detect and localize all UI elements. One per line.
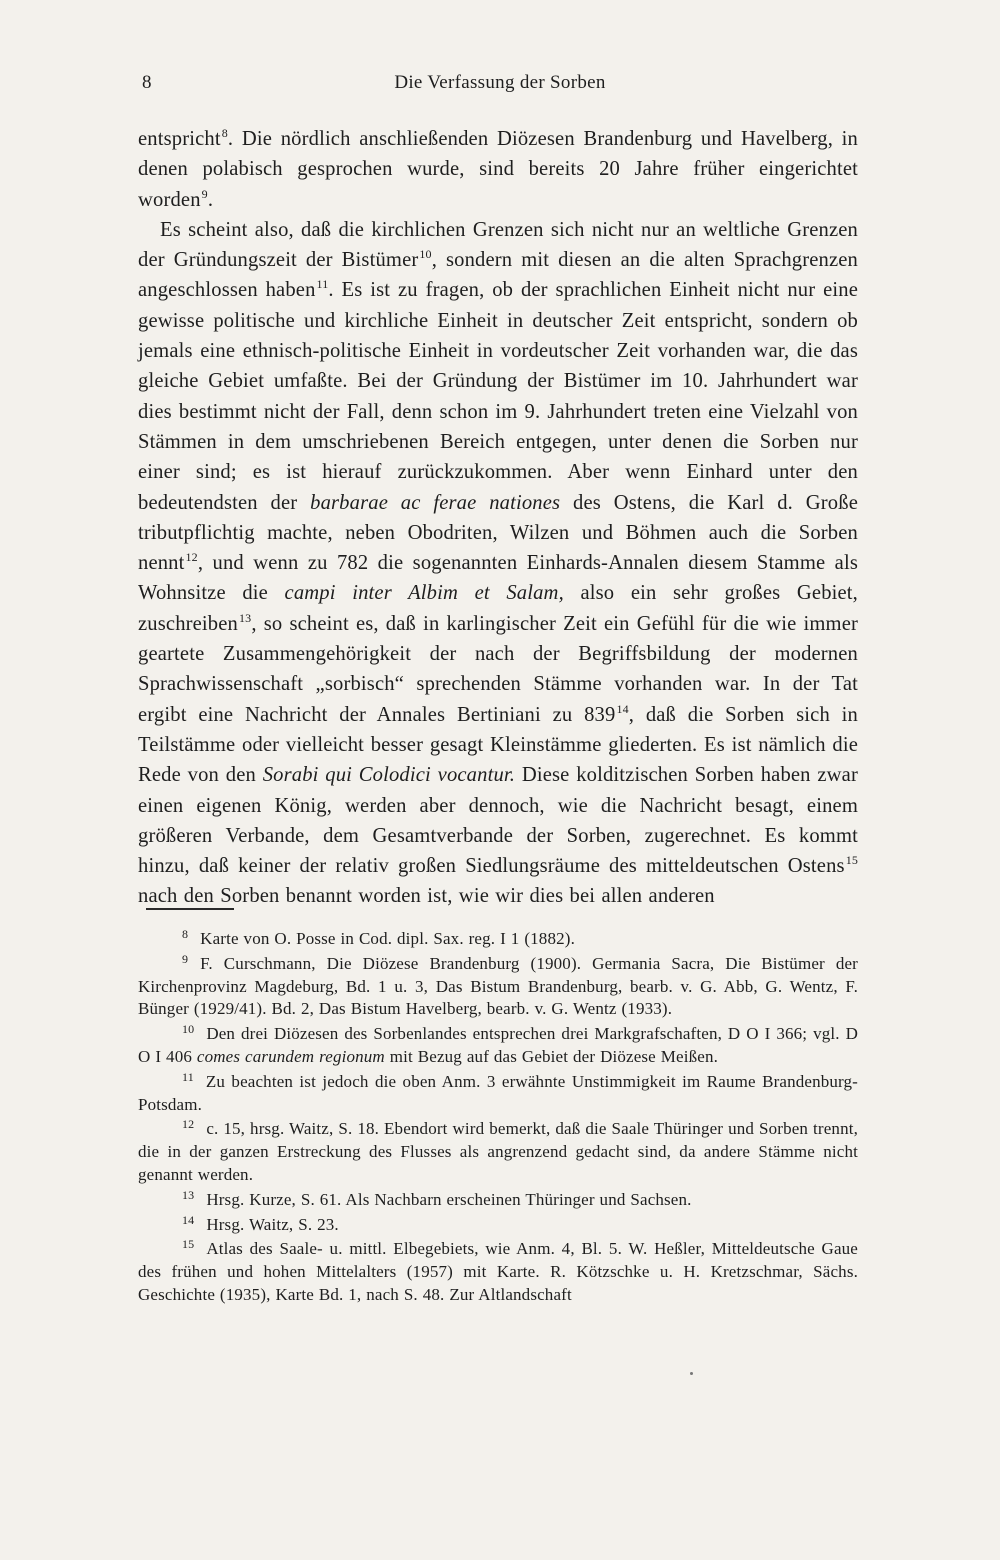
footnote-ref-8[interactable]: 8	[221, 126, 228, 140]
page-number: 8	[142, 72, 152, 93]
footnote-ref-12[interactable]: 12	[185, 550, 198, 565]
footnote-ref-9[interactable]: 9	[201, 186, 208, 201]
latin-phrase: barbarae ac ferae nationes	[310, 491, 561, 514]
running-title: Die Verfassung der Sorben	[394, 72, 606, 93]
footnote-14: 14 Hrsg. Waitz, S. 23.	[182, 1212, 339, 1234]
main-text	[138, 124, 858, 912]
footnotes	[138, 928, 858, 1309]
latin-phrase: campi inter Albim et Salam,	[284, 582, 564, 605]
footnote-11: 11 Zu beachten ist jedoch die oben Anm. 3 erwähnte Unstimmigkeit im Raume Brandenburg-Potsdam.	[138, 1069, 858, 1114]
latin-phrase: Sorabi qui Colodici vocantur.	[262, 764, 516, 787]
footnote-divider	[146, 908, 234, 910]
footnote-13: 13 Hrsg. Kurze, S. 61. Als Nachbarn erscheinen Thüringer und Sachsen.	[182, 1187, 692, 1209]
footnote-8: 8 Karte von O. Posse in Cod. dipl. Sax. reg. I 1 (1882).	[182, 927, 575, 948]
paper-speck	[690, 1372, 693, 1375]
footnote-9: 9 F. Curschmann, Die Diözese Brandenburg (1900). Germania Sacra, Die Bistümer der Kirchenprovinz Magdeburg, Bd. 1 u. 3, Das Bistum Brandenburg, bearb. v. G. Abb, G. Wentz, F. Bünger (1929/41). Bd. 2, Das Bistum Havelberg, bearb. v. G. Wentz (1933).	[138, 951, 858, 1019]
paragraph-2: Es scheint also, daß die kirchlichen Grenzen sich nicht nur an weltliche Grenzen der Gründungszeit der Bistümer$^{10}$, sondern mit diesen an die alten Sprachgrenzen angeschlossen haben$^{11}$. Es ist zu fragen, ob der sprachlichen Einheit nicht nur eine gewisse politische und kirchliche Einheit in deutscher Zeit entspricht, sondern ob jemals eine ethnisch-politische Einheit in vordeutscher Zeit vorhanden war, die das gleiche Gebiet umfaßte. Bei der Gründung der Bistümer im 10. Jahrhundert war dies bestimmt nicht der Fall, denn schon im 9. Jahrhundert treten eine Vielzahl von Stämmen in dem umschriebenen Bereich entgegen, unter denen die Sorben nur einer sind; es ist hierauf zurückzukommen. Aber wenn Einhard unter den bedeutendsten der barbarae ac ferae nationes des Ostens, die Karl d. Große tributpflichtig machte, neben Obodriten, Wilzen und Böhmen auch die Sorben nennt$^{12}$, und wenn zu 782 die sogenannten Einhards-Annalen diesem Stamme als Wohnsitze die campi inter Albim et Salam, also ein sehr großes Gebiet, zuschreiben$^{13}$, so scheint es, daß in karlingischer Zeit ein Gefühl für die wie immer geartete Zusammengehörigkeit der nach der Begriffsbildung der modernen Sprachwissenschaft „sorbisch“ sprechenden Stämme vorhanden war. In der Tat ergibt eine Nachricht der Annales Bertiniani zu 839$^{14}$, daß die Sorben sich in Teilstämme oder vielleicht besser gesagt Kleinstämme gliederten. Es ist nämlich die Rede von den Sorabi qui Colodici vocantur. Diese kolditzischen Sorben haben zwar einen eigenen König, werden aber dennoch, wie die Nachricht besagt, einem größeren Verbande, dem Gesamtverbande der Sorben, zugerechnet. Es kommt hinzu, daß keiner der relativ großen Siedlungsräume des mitteldeutschen Ostens$^{15}$ nach den Sorben benannt worden ist, wie wir dies bei allen anderen	[138, 218, 859, 908]
footnote-15: 15 Atlas des Saale- u. mittl. Elbegebiets, wie Anm. 4, Bl. 5. W. Heßler, Mitteldeutsche Gaue des frühen und hohen Mittelalters (1957) mit Karte. R. Kötzschke u. H. Kretzschmar, Sächs. Geschichte (1935), Karte Bd. 1, nach S. 48. Zur Altlandschaft	[138, 1237, 858, 1304]
page-header	[138, 72, 862, 102]
footnote-10: 10 Den drei Diözesen des Sorbenlandes entsprechen drei Markgrafschaften, D O I 366; vgl. D O I 406 comes carundem regionum mit Bezug auf das Gebiet der Diözese Meißen.	[138, 1022, 858, 1066]
footnote-ref-11[interactable]: 11	[316, 277, 329, 292]
footnote-ref-14[interactable]: 14	[616, 701, 629, 716]
footnote-12: 12 c. 15, hrsg. Waitz, S. 18. Ebendort wird bemerkt, daß die Saale Thüringer und Sorben trennt, die in der ganzen Erstreckung des Flusses als angrenzend gedacht sind, da andere Stämme nicht genannt werden.	[138, 1117, 858, 1184]
footnote-ref-15[interactable]: 15	[845, 853, 858, 868]
paragraph-1: entspricht$^8$. Die nördlich anschließenden Diözesen Brandenburg und Havelberg, in denen polabisch gesprochen wurde, sind bereits 20 Jahre früher eingerichtet worden$^9$.	[138, 126, 858, 211]
footnote-ref-10[interactable]: 10	[419, 247, 432, 262]
footnote-ref-13[interactable]: 13	[239, 610, 252, 625]
